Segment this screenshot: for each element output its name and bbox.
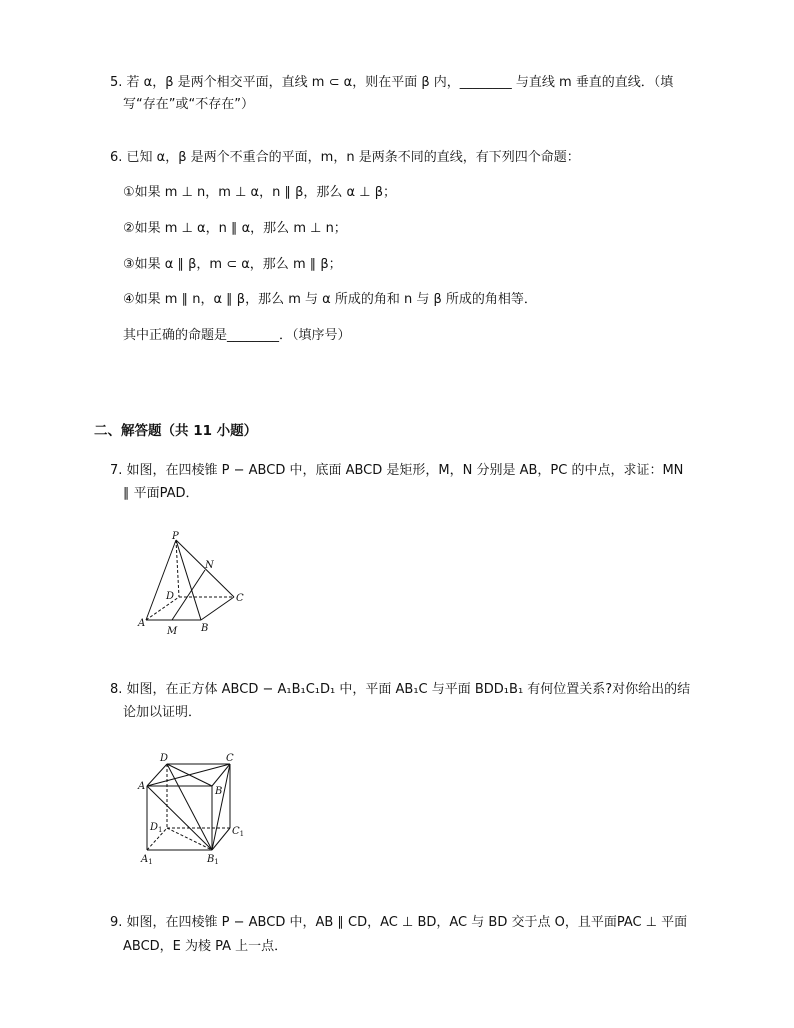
label-d: D xyxy=(160,753,169,764)
q6-item-1: ①如果 m ⊥ n，m ⊥ α，n ∥ β，那么 α ⊥ β； xyxy=(123,185,396,200)
q9-line-1: 9. 如图，在四棱锥 P − ABCD 中，AB ∥ CD，AC ⊥ BD，AC 与 BD 交于点 O，且平面PAC ⊥ 平面 xyxy=(110,915,688,930)
q7-line-1: 7. 如图，在四棱锥 P − ABCD 中，底面 ABCD 是矩形，M，N 分别是 AB，PC 的中点，求证：MN xyxy=(110,463,684,478)
q8-line-2: 论加以证明． xyxy=(123,705,202,720)
q6-item-4: ④如果 m ∥ n，α ∥ β，那么 m 与 α 所成的角和 n 与 β 所成的角相等． xyxy=(123,292,537,307)
label-c: C xyxy=(226,753,234,764)
label-c1: $C_1$ xyxy=(232,826,245,838)
label-b: B xyxy=(215,786,223,797)
label-a1: $A_1$ xyxy=(141,854,153,866)
q8-line-1: 8. 如图，在正方体 ABCD − A₁B₁C₁D₁ 中，平面 AB₁C 与平面 BDD₁B₁ 有何位置关系?对你给出的结 xyxy=(110,682,691,697)
label-a: A xyxy=(138,781,146,792)
q5-line-1: 5. 若 α，β 是两个相交平面，直线 m ⊂ α，则在平面 β 内，________ 与直线 m 垂直的直线．（填 xyxy=(110,75,674,90)
label-b1: $B_1$ xyxy=(207,854,219,866)
q7-line-2: ∥ 平面PAD． xyxy=(123,486,199,501)
section-heading: 二、解答题（共 11 小题） xyxy=(94,423,258,439)
label-d: D xyxy=(166,591,175,602)
label-m: M xyxy=(167,626,178,637)
label-n: N xyxy=(205,560,214,571)
label-a: A xyxy=(138,618,146,629)
pyramid-figure xyxy=(128,528,268,648)
label-c: C xyxy=(236,593,244,604)
label-d1: $D_1$ xyxy=(150,822,163,834)
cube-figure xyxy=(135,745,255,875)
q6-item-3: ③如果 α ∥ β，m ⊂ α，那么 m ∥ β； xyxy=(123,257,342,272)
q9-line-2: ABCD，E 为棱 PA 上一点． xyxy=(123,939,288,954)
q5-line-2: 写“存在”或“不存在”） xyxy=(123,97,254,112)
label-p: P xyxy=(172,531,179,542)
label-b: B xyxy=(201,623,209,634)
q6-answer-prompt: 其中正确的命题是________．（填序号） xyxy=(123,328,351,343)
q6-item-2: ②如果 m ⊥ α，n ∥ α，那么 m ⊥ n； xyxy=(123,221,347,236)
q6-intro: 6. 已知 α，β 是两个不重合的平面，m，n 是两条不同的直线，有下列四个命题： xyxy=(110,150,580,165)
